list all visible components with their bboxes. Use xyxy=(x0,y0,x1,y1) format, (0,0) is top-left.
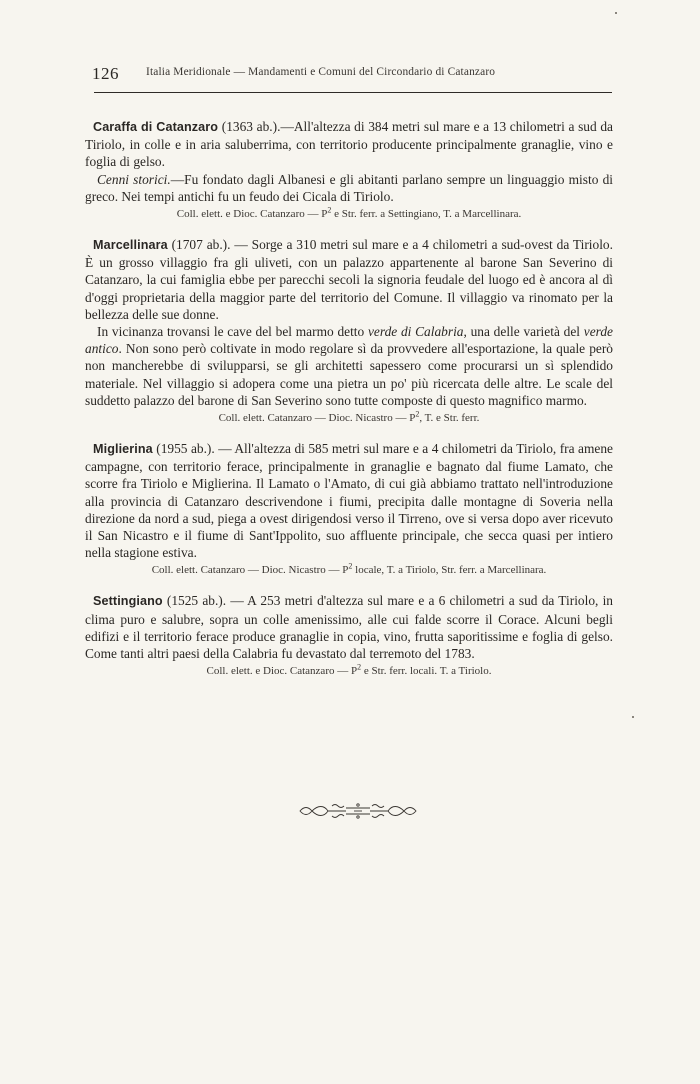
marble-term-1: verde di Calabria xyxy=(367,324,464,340)
collegio-text-rest: locale, T. a Tiriolo, Str. ferr. a Marcellinara. xyxy=(352,564,547,577)
entry-population: (1707 ab.). xyxy=(171,237,231,253)
marble-text-1: In vicinanza trovansi le cave del bel marmo detto xyxy=(97,324,368,340)
scan-speck xyxy=(615,12,617,14)
collegio-superscript: 2 xyxy=(327,205,332,215)
entry-paragraph-marble xyxy=(85,323,613,409)
collegio-text-rest: e Str. ferr. a Settingiano, T. a Marcellinara. xyxy=(331,208,522,221)
collegio-text: Coll. elett. Catanzaro — Dioc. Nicastro — P xyxy=(218,412,416,425)
history-label: Cenni storici. xyxy=(97,171,171,187)
entry-paragraph xyxy=(85,440,613,561)
entry-collegio-line xyxy=(85,664,613,679)
entry-text: — All'altezza di 585 metri sul mare e a 4 chilometri da Tiriolo, fra amene campagne, con territorio ferace, principalmente in granaglie e bagnato dal fiume Lamato, che scorre fra Tiriolo e Miglierina. Il Lamato o l'Amato, di cui già abbiamo trattato nell'introduzione alla provincia di Catanzaro descrivendone i fiumi, precipita dalle montagne di Soveria nella direzione da nord a sud, piega a ovest dirigendosi verso il Tirreno, ove si versa dopo aver ricevuto il San Nicastro e il fiume di Sant'Ippolito, suo affluente principale, che secca quasi per intiero nella stagione estiva. xyxy=(85,441,613,561)
end-ornament-icon xyxy=(296,800,420,822)
entry-population: (1955 ab.). xyxy=(156,441,215,457)
header-rule xyxy=(94,92,612,93)
collegio-superscript: 2 xyxy=(357,662,362,672)
entry-collegio-line xyxy=(85,207,613,222)
scan-speck xyxy=(632,716,634,718)
collegio-text-rest: , T. e Str. ferr. xyxy=(419,412,480,425)
entry-settingiano xyxy=(85,592,613,679)
page-number: 126 xyxy=(92,64,119,83)
collegio-text: Coll. elett. e Dioc. Catanzaro — P xyxy=(206,665,358,678)
entry-name: Marcellinara xyxy=(93,238,168,253)
entry-population: (1363 ab.). xyxy=(221,119,281,134)
entry-paragraph xyxy=(85,592,613,662)
collegio-text-rest: e Str. ferr. locali. T. a Tiriolo. xyxy=(361,665,492,678)
entry-text: —All'altezza di 384 metri sul mare e a 13 chilometri a sud da Tiriolo, in colle e in aria saluberrima, con territorio producente principalmente granaglie, vino e foglia di gelso. xyxy=(85,119,613,170)
page-body xyxy=(85,118,613,693)
entry-name: Miglierina xyxy=(93,442,153,457)
running-head: Italia Meridionale — Mandamenti e Comuni del Circondario di Catanzaro xyxy=(146,66,496,78)
collegio-text: Coll. elett. Catanzaro — Dioc. Nicastro — P xyxy=(151,564,349,577)
collegio-superscript: 2 xyxy=(348,561,353,571)
entry-marcellinara xyxy=(85,236,613,426)
collegio-superscript: 2 xyxy=(415,409,420,419)
entry-text: — A 253 metri d'altezza sul mare e a 6 chilometri a sud da Tiriolo, in clima puro e salubre, sopra un colle amenissimo, alle cui falde scorre il Corace. Alcuni begli edifizi e il territorio ferace produce granaglie in copia, vino, frutta saporitissime e foglia di gelso. Come tanti altri paesi della Calabria fu devastato dal terremoto del 1783. xyxy=(85,593,613,662)
entry-paragraph-history xyxy=(85,171,613,205)
marble-text-2: , una delle varietà del xyxy=(463,324,584,340)
marble-text-3: . Non sono però coltivate in modo regolare sì da provvedere all'esportazione, la quale però non mancherebbe di svilupparsi, se gli architetti sapessero come procurarsi un sì splendido materiale. Nel villaggio si adopera come una pietra un po' più ricercata delle altre. Le scale del suddetto palazzo del barone di San Severino sono tutte composte di questo magnifico marmo. xyxy=(85,341,613,408)
entry-paragraph xyxy=(85,118,613,171)
page-header xyxy=(92,64,612,84)
marble-term-2: verde antico xyxy=(85,324,613,357)
entry-collegio-line xyxy=(85,563,613,578)
entry-miglierina xyxy=(85,440,613,578)
entry-population: (1525 ab.). xyxy=(166,593,227,609)
entry-paragraph xyxy=(85,236,613,323)
entry-collegio-line xyxy=(85,411,613,426)
entry-name: Settingiano xyxy=(93,594,163,609)
collegio-text: Coll. elett. e Dioc. Catanzaro — P xyxy=(176,208,328,221)
history-text: —Fu fondato dagli Albanesi e gli abitanti parlano sempre un linguaggio misto di greco. Nei tempi antichi fu un feudo dei Cicala di Tiriolo. xyxy=(85,171,613,204)
entry-name: Caraffa di Catanzaro xyxy=(93,120,219,134)
entry-caraffa-di-catanzaro xyxy=(85,118,613,222)
entry-text: — Sorge a 310 metri sul mare e a 4 chilometri a sud-ovest da Tiriolo. È un grosso villaggio fra gli uliveti, con un palazzo appartenente al barone San Severino di Catanzaro, la cui famiglia ebbe per parecchi secoli la signoria feudale del luogo ed è ancora al dì d'oggi proprietaria della maggior parte del territorio del Comune. Il villaggio va rinomato per la bellezza delle sue donne. xyxy=(85,237,613,322)
